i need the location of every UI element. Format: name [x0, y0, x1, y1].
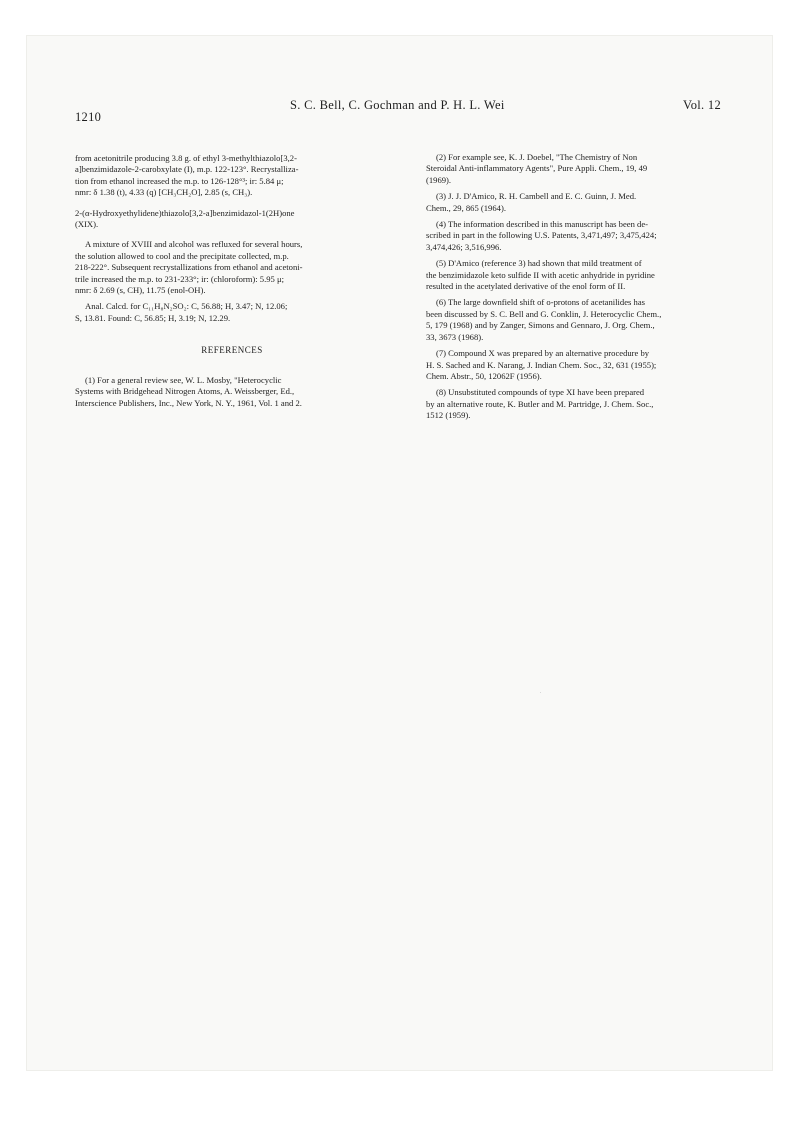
text-line: (XIX). — [75, 219, 99, 230]
text-line: 2-(α-Hydroxyethylidene)thiazolo[3,2-a]benzimidazol-1(2H)one — [75, 207, 295, 218]
text-line: 218-222°. Subsequent recrystallizations from ethanol and acetoni- — [75, 262, 303, 273]
text-line: (8) Unsubstituted compounds of type XI have been prepared — [436, 387, 645, 398]
text-line: (2) For example see, K. J. Doebel, "The Chemistry of Non — [436, 152, 638, 162]
text-line: Anal. Calcd. for C₁₁H₈N₂SO₂: C, 56.88; H, 3.47; N, 12.06; — [85, 301, 288, 312]
text-line: Steroidal Anti-inflammatory Agents", Pure Appli. Chem., 19, 49 — [426, 163, 648, 174]
text-line: (4) The information described in this manuscript has been de- — [436, 219, 648, 230]
text-line: (5) D'Amico (reference 3) had shown that mild treatment of — [436, 258, 642, 269]
left-column — [75, 153, 389, 414]
reference-4 — [426, 219, 742, 253]
text-line: by an alternative route, K. Butler and M. Partridge, J. Chem. Soc., — [426, 398, 654, 409]
text-line: 33, 3673 (1968). — [426, 331, 484, 342]
reference-3 — [426, 191, 742, 214]
text-line: Interscience Publishers, Inc., New York, N. Y., 1961, Vol. 1 and 2. — [75, 397, 302, 408]
text-line: H. S. Sached and K. Narang, J. Indian Chem. Soc., 32, 631 (1955); — [426, 359, 657, 370]
text-line: A mixture of XVIII and alcohol was refluxed for several hours, — [85, 239, 303, 250]
text-line: Chem., 29, 865 (1964). — [426, 202, 506, 213]
right-column — [426, 152, 742, 427]
text-line: 1512 (1959). — [426, 410, 471, 421]
text-line: been discussed by S. C. Bell and G. Conklin, J. Heterocyclic Chem., — [426, 308, 662, 319]
compound-heading — [75, 208, 389, 231]
text-line: Systems with Bridgehead Nitrogen Atoms, A. Weissberger, Ed., — [75, 386, 295, 397]
procedure-paragraph — [75, 239, 389, 296]
text-line: (3) J. J. D'Amico, R. H. Cambell and E. C. Guinn, J. Med. — [436, 191, 637, 202]
text-line: the benzimidazole keto sulfide II with acetic anhydride in pyridine — [426, 269, 655, 280]
volume-label: Vol. 12 — [683, 98, 721, 112]
text-line: 5, 179 (1968) and by Zanger, Simons and Gennaro, J. Org. Chem., — [426, 320, 655, 331]
reference-1 — [75, 375, 389, 409]
text-line: nmr: δ 1.38 (t), 4.33 (q) [CH₃CH₂O], 2.85 (s, CH₃). — [75, 187, 253, 198]
reference-6 — [426, 297, 742, 343]
analysis-paragraph — [75, 301, 389, 324]
text-line: scribed in part in the following U.S. Patents, 3,471,497; 3,475,424; — [426, 230, 657, 241]
running-head-authors: S. C. Bell, C. Gochman and P. H. L. Wei — [290, 98, 505, 112]
text-line: (7) Compound X was prepared by an alternative procedure by — [436, 348, 650, 359]
text-line: (6) The large downfield shift of o-protons of acetanilides has — [436, 297, 645, 308]
page-number: 1210 — [75, 110, 102, 124]
text-line: tion from ethanol increased the m.p. to 126-128°³; ir: 5.84 μ; — [75, 175, 284, 186]
scan-speck — [540, 692, 541, 693]
text-line: nmr: δ 2.69 (s, CH), 11.75 (enol-OH). — [75, 285, 206, 296]
references-heading: REFERENCES — [201, 345, 263, 356]
reference-8 — [426, 387, 742, 421]
text-line: from acetonitrile producing 3.8 g. of ethyl 3-methylthiazolo[3,2- — [75, 153, 297, 163]
text-line: 3,474,426; 3,516,996. — [426, 241, 502, 252]
text-line: the solution allowed to cool and the precipitate collected, m.p. — [75, 250, 289, 261]
reference-2 — [426, 152, 742, 186]
text-line: (1969). — [426, 174, 452, 185]
text-line: (1) For a general review see, W. L. Mosby, "Heterocyclic — [85, 374, 282, 385]
text-line: trile increased the m.p. to 231-233°; ir: (chloroform): 5.95 μ; — [75, 273, 284, 284]
reference-5 — [426, 258, 742, 292]
experimental-paragraph — [75, 153, 389, 199]
text-line: Chem. Abstr., 50, 12062F (1956). — [426, 370, 542, 381]
text-line: a]benzimidazole-2-carobxylate (I), m.p. 122-123°. Recrystalliza- — [75, 164, 299, 175]
reference-7 — [426, 348, 742, 382]
text-line: resulted in the acetylated derivative of the enol form of II. — [426, 281, 626, 292]
text-line: S, 13.81. Found: C, 56.85; H, 3.19; N, 12.29. — [75, 312, 231, 323]
